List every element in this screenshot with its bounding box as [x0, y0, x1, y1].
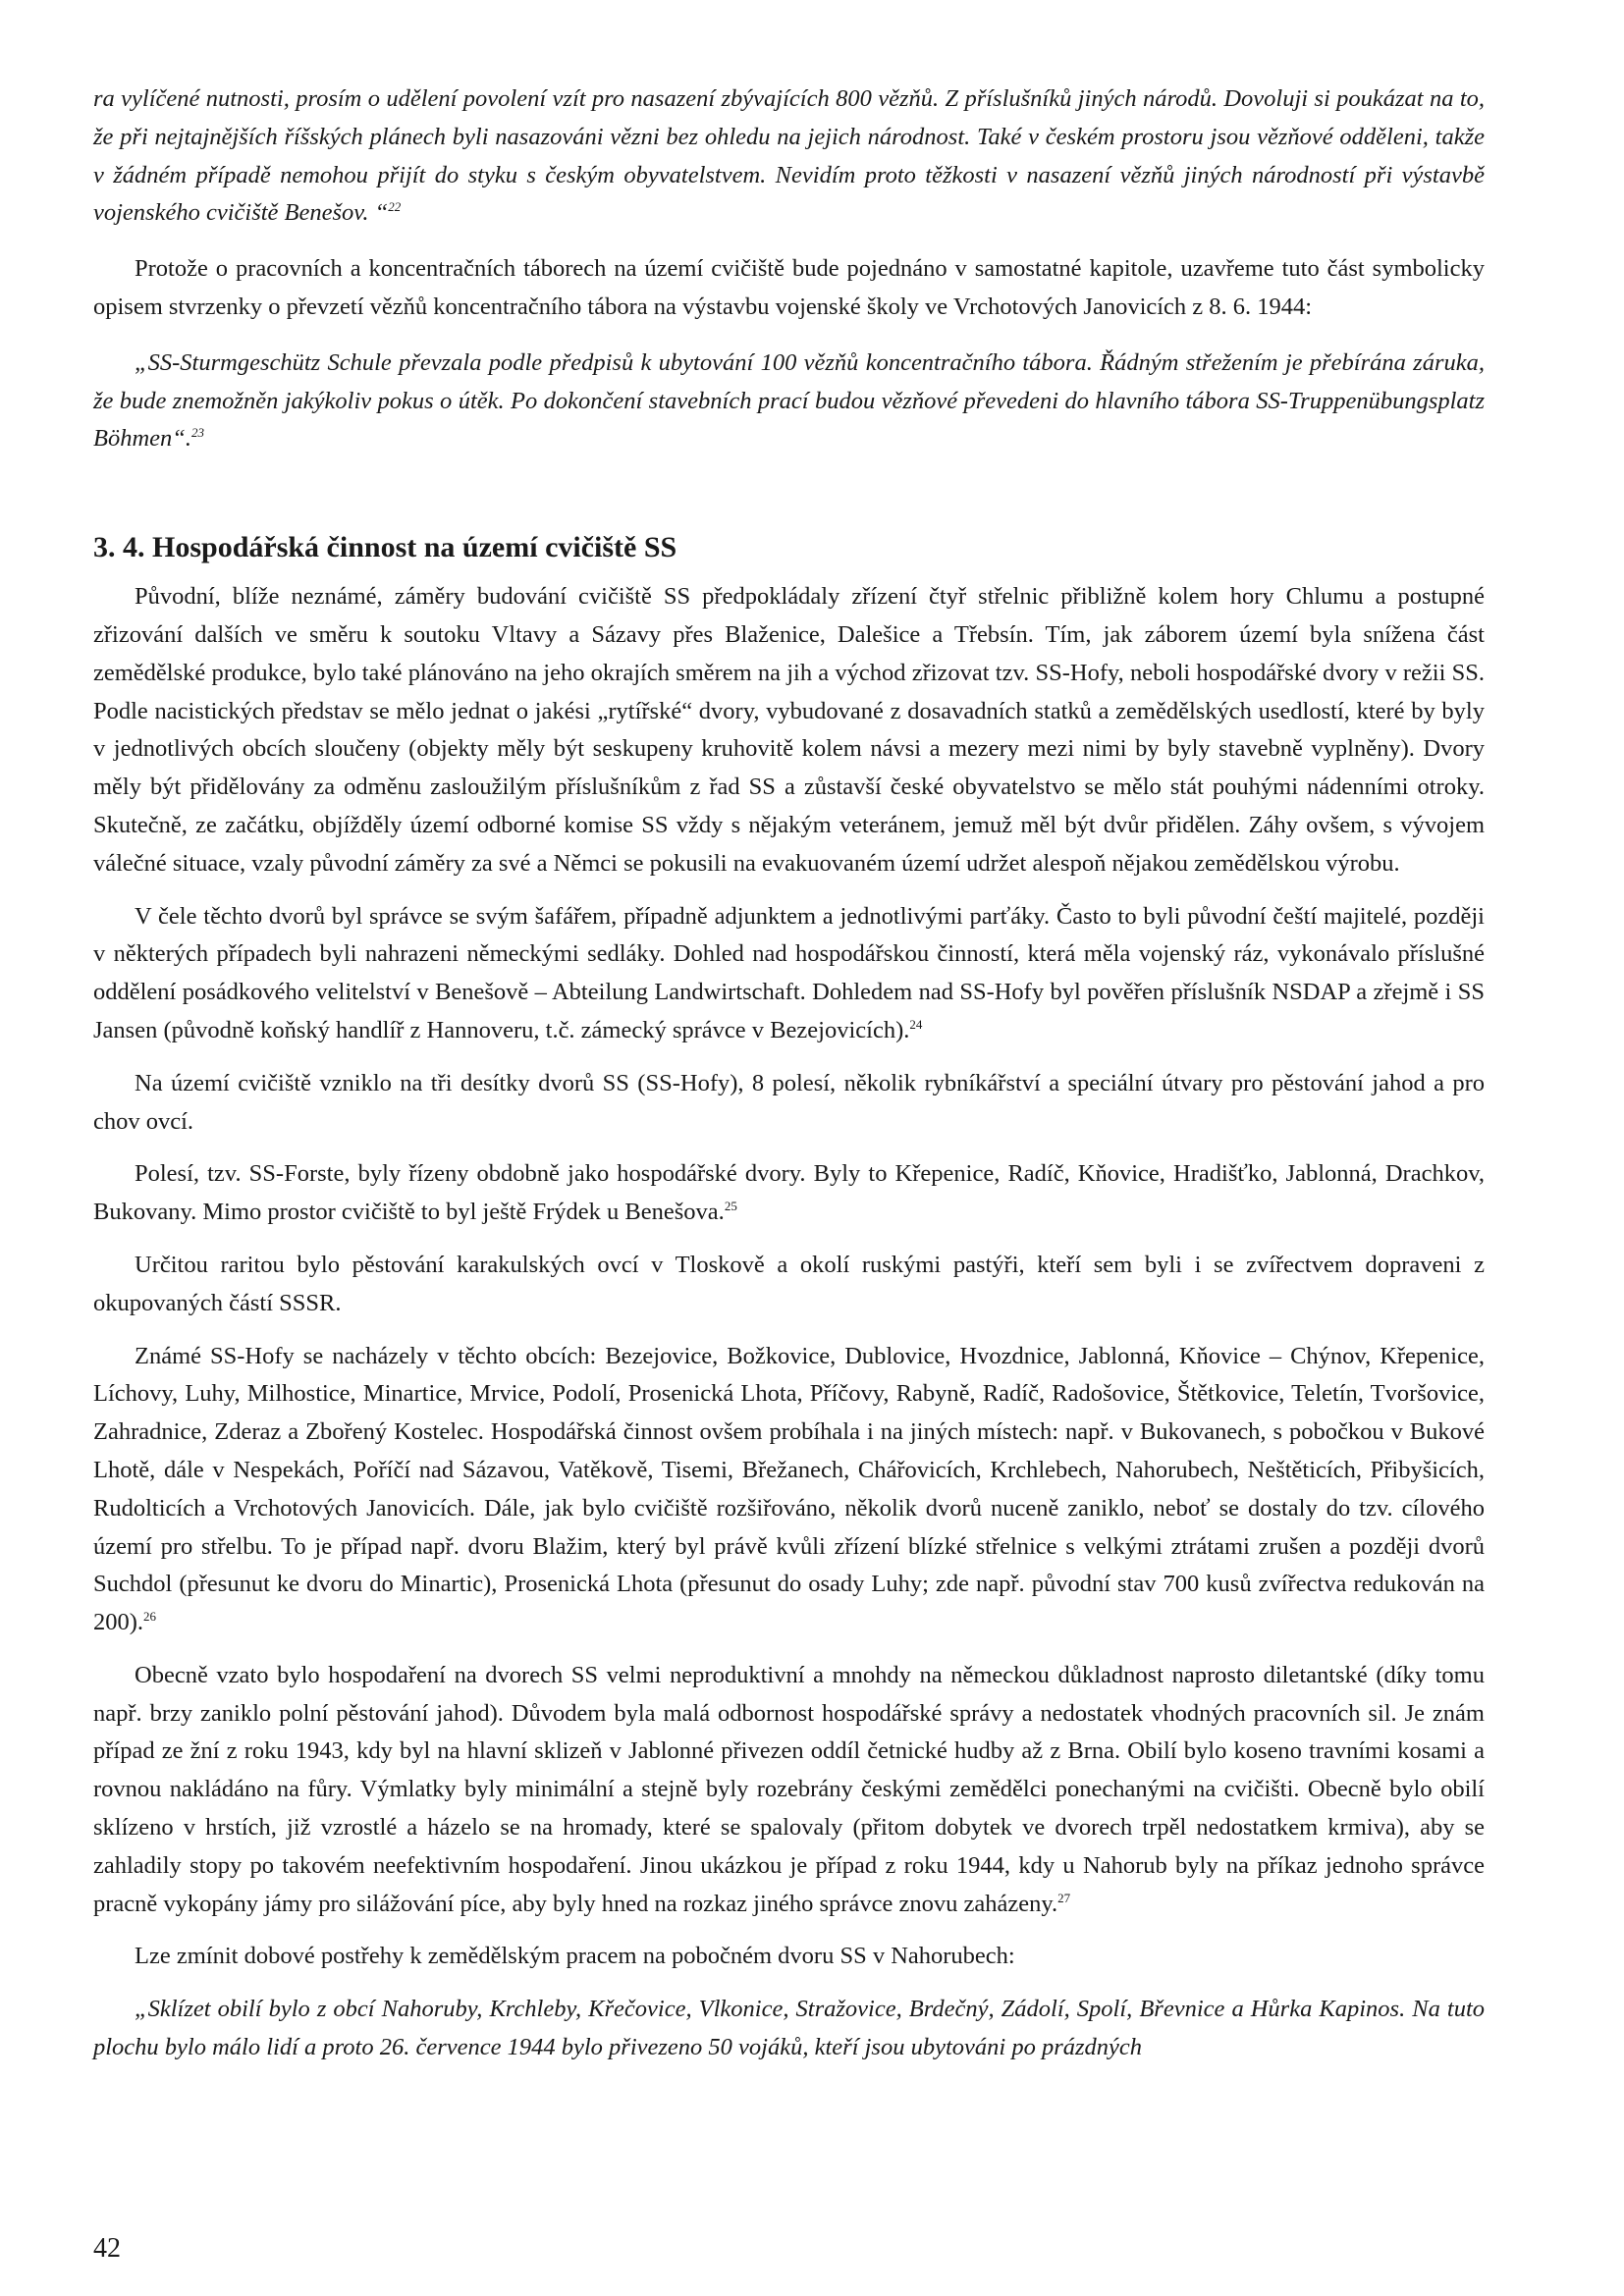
footnote-ref[interactable]: 26 — [143, 1609, 157, 1625]
paragraph-text: Obecně vzato bylo hospodaření na dvorech SS velmi neproduktivní a mnohdy na německou důkladnost naprosto diletantské (díky tomu např. brzy zaniklo polní pěstování jahod). Důvodem byla malá odbornost hospodářské správy a nedostatek vhodných pracovních sil. Je znám případ ze žní z roku 1943, kdy byl na hlavní sklizeň v Jablonné přivezen oddíl četnické hudby až z Brna. Obilí bylo koseno travními kosami a rovnou nakládáno na fůry. Výmlatky byly minimální a stejně byly rozebrány českými zemědělci ponechanými na cvičišti. Obecně bylo obilí sklízeno v hrstích, již vzrostlé a házelo se na hromady, které se spalovaly (přitom dobytek ve dvorech trpěl nedostatkem krmiva), aby se zahladily stopy po takovém neefektivním hospodaření. Jinou ukázkou je případ z roku 1944, kdy u Nahorub byly na příkaz jednoho správce pracně vykopány jámy pro silážování píce, aby byly hned na rozkaz jiného správce znovu zaházeny. — [93, 1661, 1485, 1917]
paragraph-text: V čele těchto dvorů byl správce se svým šafářem, případně adjunktem a jednotlivými parťáky. Často to byli původní čeští majitelé, později v některých případech byli nahrazeni německými sedláky. Dohled nad hospodářskou činností, která měla vojenský ráz, vykonávalo příslušné oddělení posádkového velitelství v Benešově – Abteilung Landwirtschaft. Dohledem nad SS-Hofy byl pověřen příslušník NSDAP a zřejmě i SS Jansen (původně koňský handlíř z Hannoveru, t.č. zámecký správce v Bezejovicích). — [93, 902, 1485, 1043]
quote-block-receipt — [93, 345, 1485, 458]
page-body — [93, 80, 1485, 2067]
footnote-ref[interactable]: 25 — [724, 1199, 737, 1214]
paragraph: Původní, blíže neznámé, záměry budování cvičiště SS předpokládaly zřízení čtyř střelnic přibližně kolem hory Chlumu a postupné zřizování dalších ve směru k soutoku Vltavy a Sázavy přes Blaženice, Dalešice a Třebsín. Tím, jak záborem území byla snížena část zemědělské produkce, bylo také plánováno na jeho okrajích směrem na jih a východ zřizovat tzv. SS-Hofy, neboli hospodářské dvory v režii SS. Podle nacistických představ se mělo jednat o jakési „rytířské“ dvory, vybudované z dosavadních statků a zemědělských usedlostí, které by byly v jednotlivých obcích sloučeny (objekty měly být seskupeny kruhovitě kolem návsi a mezery mezi nimi by byly stavebně vyplněny). Dvory měly být přidělovány za odměnu zasloužilým příslušníkům z řad SS a zůstavší české obyvatelstvo se mělo stát pouhými nádenními otroky. Skutečně, ze začátku, objížděly území odborné komise SS vždy s nějakým veteránem, jemuž měl být dvůr přidělen. Záhy ovšem, s vývojem válečné situace, vzaly původní záměry za své a Němci se pokusili na evakuovaném území udržet alespoň nějakou zemědělskou výrobu. — [93, 583, 1485, 877]
quote-block-top — [93, 80, 1485, 233]
paragraph-intro: Protože o pracovních a koncentračních táborech na území cvičiště bude pojednáno v samostatné kapitole, uzavřeme tuto část symbolicky opisem stvrzenky o převzetí vězňů koncentračního tábora na výstavbu vojenské školy ve Vrchotových Janovicích z 8. 6. 1944: — [93, 255, 1485, 320]
section-heading: 3. 4. Hospodářská činnost na území cvičiště SS — [93, 531, 677, 564]
paragraph — [93, 1657, 1485, 1924]
footnote-ref[interactable]: 24 — [909, 1016, 923, 1032]
paragraph-text: Polesí, tzv. SS-Forste, byly řízeny obdobně jako hospodářské dvory. Byly to Křepenice, Radíč, Kňovice, Hradišťko, Jablonná, Drachkov, Bukovany. Mimo prostor cvičiště to byl ještě Frýdek u Benešova. — [93, 1160, 1485, 1226]
paragraph-text: Známé SS-Hofy se nacházely v těchto obcích: Bezejovice, Božkovice, Dublovice, Hvozdnice, Jablonná, Kňovice – Chýnov, Křepenice, Líchovy, Luhy, Milhostice, Minartice, Mrvice, Podolí, Prosenická Lhota, Příčovy, Rabyně, Radíč, Radošovice, Štětkovice, Teletín, Tvoršovice, Zahradnice, Zderaz a Zbořený Kostelec. Hospodářská činnost ovšem probíhala i na jiných místech: např. v Bukovanech, s pobočkou v Bukové Lhotě, dále v Nespekách, Poříčí nad Sázavou, Vatěkově, Tisemi, Břežanech, Chářovicích, Krchlebech, Nahorubech, Neštěticích, Přibyšicích, Rudolticích a Vrchotových Janovicích. Dále, jak bylo cvičiště rozšiřováno, několik dvorů nuceně zaniklo, neboť se dostaly do tzv. cílového území pro střelbu. To je případ např. dvoru Blažim, který byl právě kvůli zřízení blízké střelnice s velkými ztrátami zrušen a později dvorů Suchdol (přesunut ke dvoru do Minartic), Prosenická Lhota (přesunut do osady Luhy; zde např. původní stav 700 kusů zvířectva redukován na 200). — [93, 1342, 1485, 1636]
quote-text: „SS-Sturmgeschütz Schule převzala podle předpisů k ubytování 100 vězňů koncentračního tábora. Řádným střežením je přebírána záruka, že bude znemožněn jakýkoliv pokus o útěk. Po dokončení stavebních prací budou vězňové převedeni do hlavního tábora SS-Truppenübungsplatz Böhmen“. — [93, 348, 1485, 453]
paragraph: Na území cvičiště vzniklo na tři desítky dvorů SS (SS-Hofy), 8 polesí, několik rybníkářství a speciální útvary pro pěstování jahod a pro chov ovcí. — [93, 1069, 1485, 1135]
paragraph — [93, 898, 1485, 1050]
paragraph — [93, 1338, 1485, 1642]
footnote-ref[interactable]: 22 — [388, 199, 402, 215]
footnote-ref[interactable]: 27 — [1057, 1890, 1071, 1905]
paragraph: Lze zmínit dobové postřehy k zemědělským pracem na pobočném dvoru SS v Nahorubech: — [135, 1943, 1015, 1970]
quote-text: ra vylíčené nutnosti, prosím o udělení povolení vzít pro nasazení zbývajících 800 vězňů. Z příslušníků jiných národů. Dovoluji si poukázat na to, že při nejtajnějších říšských plánech byli nasazováni vězni bez ohledu na jejich národnost. Také v českém prostoru jsou vězňové odděleni, takže v žádném případě nemohou přijít do styku s českým obyvatelstvem. Nevidím proto těžkosti v nasazení vězňů jiných národností při výstavbě vojenského cvičiště Benešov. “ — [93, 85, 1485, 227]
footnote-ref[interactable]: 23 — [191, 425, 205, 441]
page-number: 42 — [93, 2233, 121, 2264]
paragraph: Určitou raritou bylo pěstování karakulských ovcí v Tloskově a okolí ruskými pastýři, kteří sem byli i se zvířectvem dopraveni z okupovaných částí SSSR. — [93, 1251, 1485, 1316]
quote-block-bottom: „Sklízet obilí bylo z obcí Nahoruby, Krchleby, Křečovice, Vlkonice, Stražovice, Brdečný, Zádolí, Spolí, Břevnice a Hůrka Kapinos. Na tuto plochu bylo málo lidí a proto 26. července 1944 bylo přivezeno 50 vojáků, kteří jsou ubytováni po prázdných — [93, 1996, 1485, 2061]
paragraph — [93, 1155, 1485, 1232]
